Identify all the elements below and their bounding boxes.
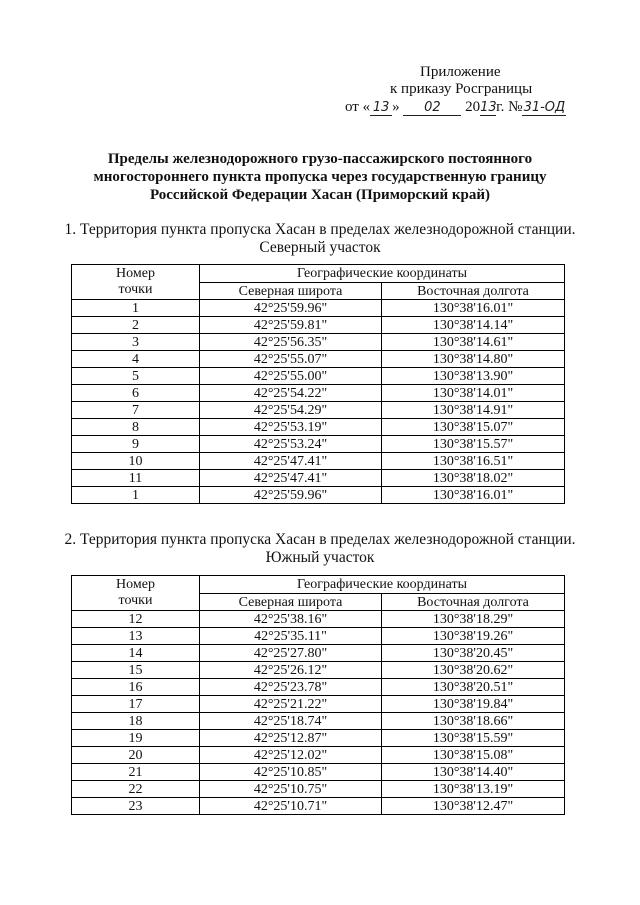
table-row (72, 611, 565, 628)
cell-point-number: 1 (72, 300, 200, 317)
table-row (72, 419, 565, 436)
cell-latitude: 42°25'10.71" (200, 798, 382, 815)
cell-point-number: 16 (72, 679, 200, 696)
title-line: многостороннего пункта пропуска через государственную границу (93, 169, 547, 185)
section-subheading: Южный участок (265, 549, 375, 566)
section-heading-text: 2. Территория пункта пропуска Хасан в пределах железнодорожной станции. (64, 531, 576, 548)
coordinates-table-north (71, 264, 565, 504)
cell-latitude: 42°25'47.41" (200, 470, 382, 487)
cell-longitude: 130°38'14.91" (382, 402, 565, 419)
cell-longitude: 130°38'14.80" (382, 351, 565, 368)
column-header-geo: Географические координаты (200, 265, 565, 283)
cell-point-number: 8 (72, 419, 200, 436)
date-mid: » (392, 99, 400, 115)
cell-latitude: 42°25'12.87" (200, 730, 382, 747)
cell-latitude: 42°25'55.00" (200, 368, 382, 385)
appendix-title: Приложение (420, 64, 501, 80)
year-prefix: 20 (465, 99, 481, 115)
cell-longitude: 130°38'15.57" (382, 436, 565, 453)
table-row (72, 368, 565, 385)
section-2-heading (40, 531, 600, 567)
table-row (72, 798, 565, 815)
cell-point-number: 23 (72, 798, 200, 815)
cell-latitude: 42°25'59.96" (200, 300, 382, 317)
cell-point-number: 10 (72, 453, 200, 470)
header-number-line1: Номер (116, 266, 155, 281)
cell-longitude: 130°38'13.19" (382, 781, 565, 798)
cell-longitude: 130°38'18.29" (382, 611, 565, 628)
cell-point-number: 22 (72, 781, 200, 798)
header-number-line2: точки (118, 282, 153, 297)
cell-latitude: 42°25'23.78" (200, 679, 382, 696)
cell-latitude: 42°25'26.12" (200, 662, 382, 679)
cell-longitude: 130°38'14.01" (382, 385, 565, 402)
cell-longitude: 130°38'16.01" (382, 487, 565, 504)
cell-point-number: 4 (72, 351, 200, 368)
cell-longitude: 130°38'19.84" (382, 696, 565, 713)
column-header-latitude: Северная широта (200, 594, 382, 611)
date-prefix: от « (345, 99, 371, 115)
table-row (72, 453, 565, 470)
column-header-longitude: Восточная долгота (382, 283, 565, 300)
table-row (72, 300, 565, 317)
table-row (72, 747, 565, 764)
header-number-line2: точки (118, 593, 153, 608)
document-title (60, 150, 580, 204)
cell-point-number: 9 (72, 436, 200, 453)
cell-point-number: 19 (72, 730, 200, 747)
column-header-longitude: Восточная долгота (382, 594, 565, 611)
cell-latitude: 42°25'35.11" (200, 628, 382, 645)
cell-point-number: 17 (72, 696, 200, 713)
handwritten-day: 13 (370, 101, 392, 116)
table-row (72, 334, 565, 351)
cell-longitude: 130°38'14.40" (382, 764, 565, 781)
cell-latitude: 42°25'54.22" (200, 385, 382, 402)
table-row (72, 781, 565, 798)
table-row (72, 713, 565, 730)
table-row (72, 487, 565, 504)
cell-latitude: 42°25'38.16" (200, 611, 382, 628)
number-label: г. № (496, 99, 523, 115)
cell-point-number: 12 (72, 611, 200, 628)
cell-point-number: 13 (72, 628, 200, 645)
cell-latitude: 42°25'59.81" (200, 317, 382, 334)
appendix-order-ref: к приказу Росграницы (390, 81, 533, 97)
header-number-line1: Номер (116, 577, 155, 592)
cell-latitude: 42°25'53.24" (200, 436, 382, 453)
handwritten-number: 31-ОД (523, 100, 566, 115)
cell-point-number: 3 (72, 334, 200, 351)
cell-latitude: 42°25'56.35" (200, 334, 382, 351)
section-1-heading (40, 221, 600, 257)
table-row (72, 385, 565, 402)
section-subheading: Северный участок (259, 239, 381, 256)
cell-latitude: 42°25'18.74" (200, 713, 382, 730)
table-row (72, 436, 565, 453)
handwritten-month: 02 (403, 101, 461, 116)
table-row (72, 662, 565, 679)
section-heading-text: 1. Территория пункта пропуска Хасан в пределах железнодорожной станции. (64, 221, 576, 238)
table-row (72, 679, 565, 696)
cell-longitude: 130°38'18.66" (382, 713, 565, 730)
table-row (72, 645, 565, 662)
cell-longitude: 130°38'20.45" (382, 645, 565, 662)
cell-latitude: 42°25'12.02" (200, 747, 382, 764)
table-row (72, 402, 565, 419)
coordinates-table-south (71, 575, 565, 815)
table-row (72, 351, 565, 368)
cell-latitude: 42°25'59.96" (200, 487, 382, 504)
cell-longitude: 130°38'19.26" (382, 628, 565, 645)
cell-point-number: 14 (72, 645, 200, 662)
table-body-south (72, 611, 565, 815)
cell-latitude: 42°25'27.80" (200, 645, 382, 662)
cell-latitude: 42°25'10.85" (200, 764, 382, 781)
cell-point-number: 1 (72, 487, 200, 504)
cell-longitude: 130°38'15.07" (382, 419, 565, 436)
cell-longitude: 130°38'15.08" (382, 747, 565, 764)
cell-latitude: 42°25'10.75" (200, 781, 382, 798)
table-row (72, 628, 565, 645)
cell-point-number: 15 (72, 662, 200, 679)
cell-point-number: 18 (72, 713, 200, 730)
cell-point-number: 20 (72, 747, 200, 764)
cell-latitude: 42°25'47.41" (200, 453, 382, 470)
cell-longitude: 130°38'12.47" (382, 798, 565, 815)
cell-longitude: 130°38'14.61" (382, 334, 565, 351)
title-line: Пределы железнодорожного грузо-пассажирского постоянного (107, 151, 533, 167)
cell-longitude: 130°38'20.51" (382, 679, 565, 696)
table-row (72, 317, 565, 334)
cell-point-number: 7 (72, 402, 200, 419)
cell-longitude: 130°38'14.14" (382, 317, 565, 334)
cell-latitude: 42°25'54.29" (200, 402, 382, 419)
cell-latitude: 42°25'21.22" (200, 696, 382, 713)
cell-latitude: 42°25'53.19" (200, 419, 382, 436)
table-row (72, 470, 565, 487)
cell-longitude: 130°38'15.59" (382, 730, 565, 747)
appendix-date-number (345, 99, 566, 116)
cell-point-number: 2 (72, 317, 200, 334)
cell-longitude: 130°38'20.62" (382, 662, 565, 679)
cell-point-number: 11 (72, 470, 200, 487)
cell-latitude: 42°25'55.07" (200, 351, 382, 368)
cell-point-number: 5 (72, 368, 200, 385)
column-header-number (72, 576, 200, 611)
column-header-geo: Географические координаты (200, 576, 565, 594)
column-header-latitude: Северная широта (200, 283, 382, 300)
table-body-north (72, 300, 565, 504)
cell-longitude: 130°38'18.02" (382, 470, 565, 487)
cell-longitude: 130°38'13.90" (382, 368, 565, 385)
cell-longitude: 130°38'16.01" (382, 300, 565, 317)
cell-point-number: 6 (72, 385, 200, 402)
table-row (72, 696, 565, 713)
cell-point-number: 21 (72, 764, 200, 781)
handwritten-year: 13 (480, 100, 497, 115)
table-row (72, 764, 565, 781)
title-line: Российской Федерации Хасан (Приморский край) (149, 187, 491, 203)
cell-longitude: 130°38'16.51" (382, 453, 565, 470)
column-header-number (72, 265, 200, 300)
table-row (72, 730, 565, 747)
